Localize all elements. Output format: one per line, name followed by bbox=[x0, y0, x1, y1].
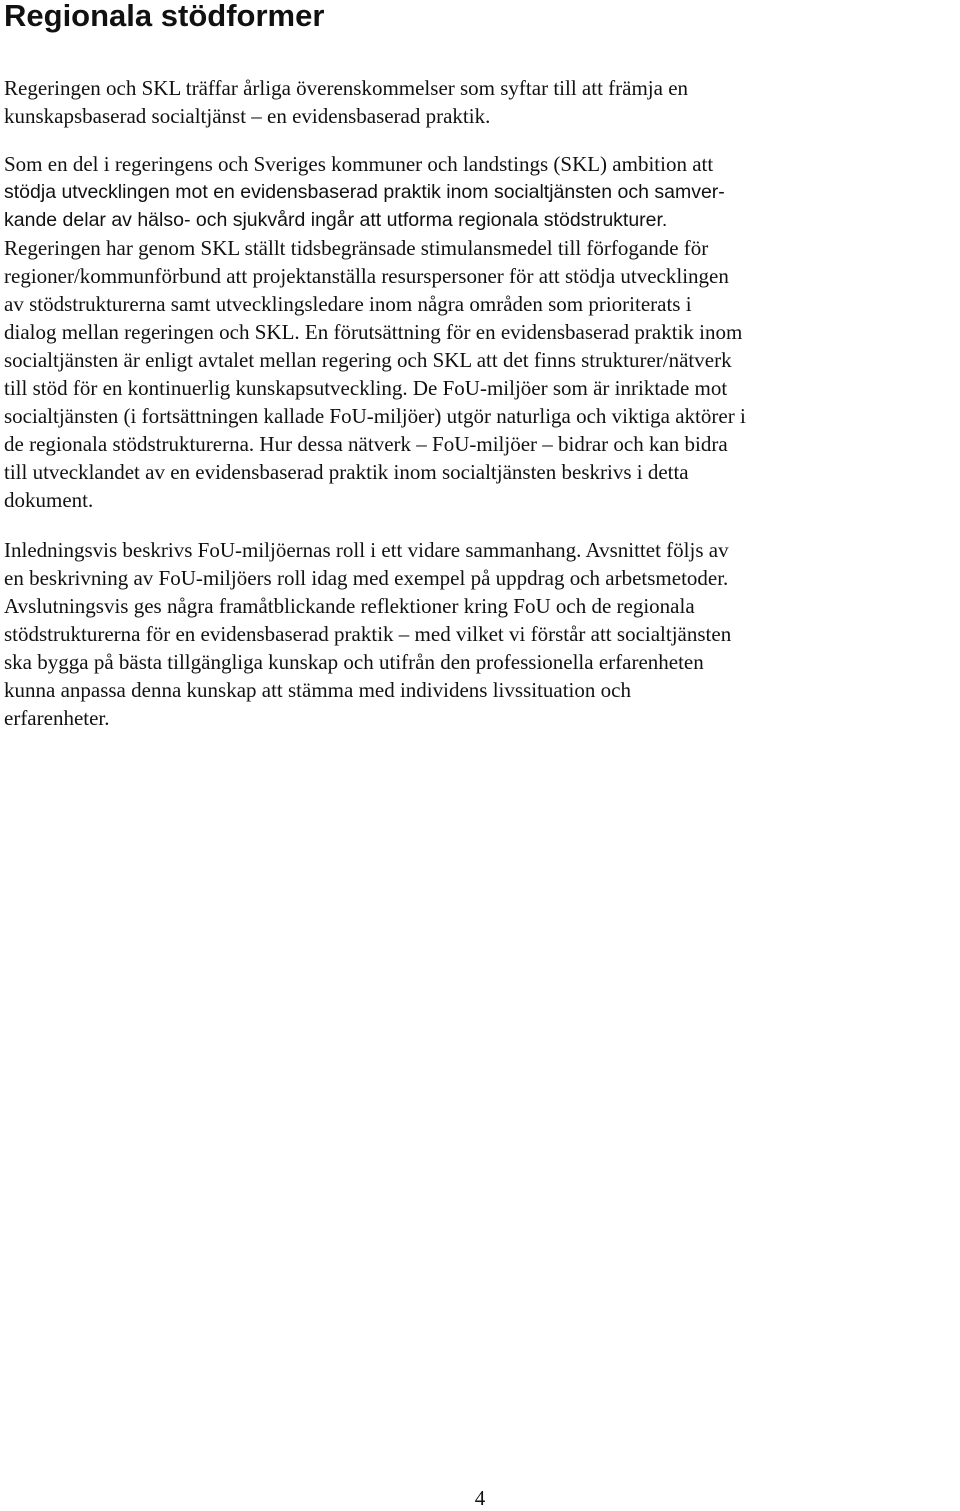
text-line: stödstrukturerna för en evidensbaserad praktik – med vilket vi förstår att socialtjänsten bbox=[4, 622, 732, 646]
text-line: socialtjänsten är enligt avtalet mellan regering och SKL att det finns strukturer/nätverk bbox=[4, 348, 732, 372]
text-line: erfarenheter. bbox=[4, 706, 110, 730]
text-line: Inledningsvis beskrivs FoU-miljöernas roll i ett vidare sammanhang. Avsnittet följs av bbox=[4, 538, 729, 562]
text-line: Regeringen och SKL träffar årliga överenskommelser som syftar till att främja en bbox=[4, 76, 689, 100]
paragraph-outline bbox=[4, 536, 959, 732]
text-line: de regionala stödstrukturerna. Hur dessa nätverk – FoU-miljöer – bidrar och kan bidra bbox=[4, 432, 728, 456]
text-line: stödja utvecklingen mot en evidensbaserad praktik inom socialtjänsten och samver- bbox=[4, 181, 725, 203]
text-line: regioner/kommunförbund att projektanställa resurspersoner för att stödja utvecklingen bbox=[4, 264, 729, 288]
paragraph-background bbox=[4, 150, 959, 514]
text-line: Avslutningsvis ges några framåtblickande reflektioner kring FoU och de regionala bbox=[4, 594, 695, 618]
text-line: till stöd för en kontinuerlig kunskapsutveckling. De FoU-miljöer som är inriktade mot bbox=[4, 376, 728, 400]
paragraph-intro bbox=[4, 74, 959, 130]
text-line: socialtjänsten (i fortsättningen kallade FoU-miljöer) utgör naturliga och viktiga aktörer i bbox=[4, 404, 746, 428]
text-line: kunskapsbaserad socialtjänst – en evidensbaserad praktik. bbox=[4, 104, 491, 128]
page-number: 4 bbox=[474, 1486, 486, 1510]
text-line: av stödstrukturerna samt utvecklingsledare inom några områden som prioriterats i bbox=[4, 292, 692, 316]
text-line: kunna anpassa denna kunskap att stämma med individens livssituation och bbox=[4, 678, 631, 702]
text-line: Som en del i regeringens och Sveriges kommuner och landstings (SKL) ambition att bbox=[4, 152, 714, 176]
text-line: en beskrivning av FoU-miljöers roll idag med exempel på uppdrag och arbetsmetoder. bbox=[4, 566, 729, 590]
text-line: ska bygga på bästa tillgängliga kunskap och utifrån den professionella erfarenheten bbox=[4, 650, 704, 674]
text-line: kande delar av hälso- och sjukvård ingår att utforma regionala stödstrukturer. bbox=[4, 209, 668, 231]
text-line: dokument. bbox=[4, 488, 94, 512]
text-line: Regeringen har genom SKL ställt tidsbegränsade stimulansmedel till förfogande för bbox=[4, 236, 709, 260]
text-line: dialog mellan regeringen och SKL. En förutsättning för en evidensbaserad praktik inom bbox=[4, 320, 743, 344]
page-title: Regionala stödformer bbox=[4, 0, 325, 33]
text-line: till utvecklandet av en evidensbaserad praktik inom socialtjänsten beskrivs i detta bbox=[4, 460, 689, 484]
